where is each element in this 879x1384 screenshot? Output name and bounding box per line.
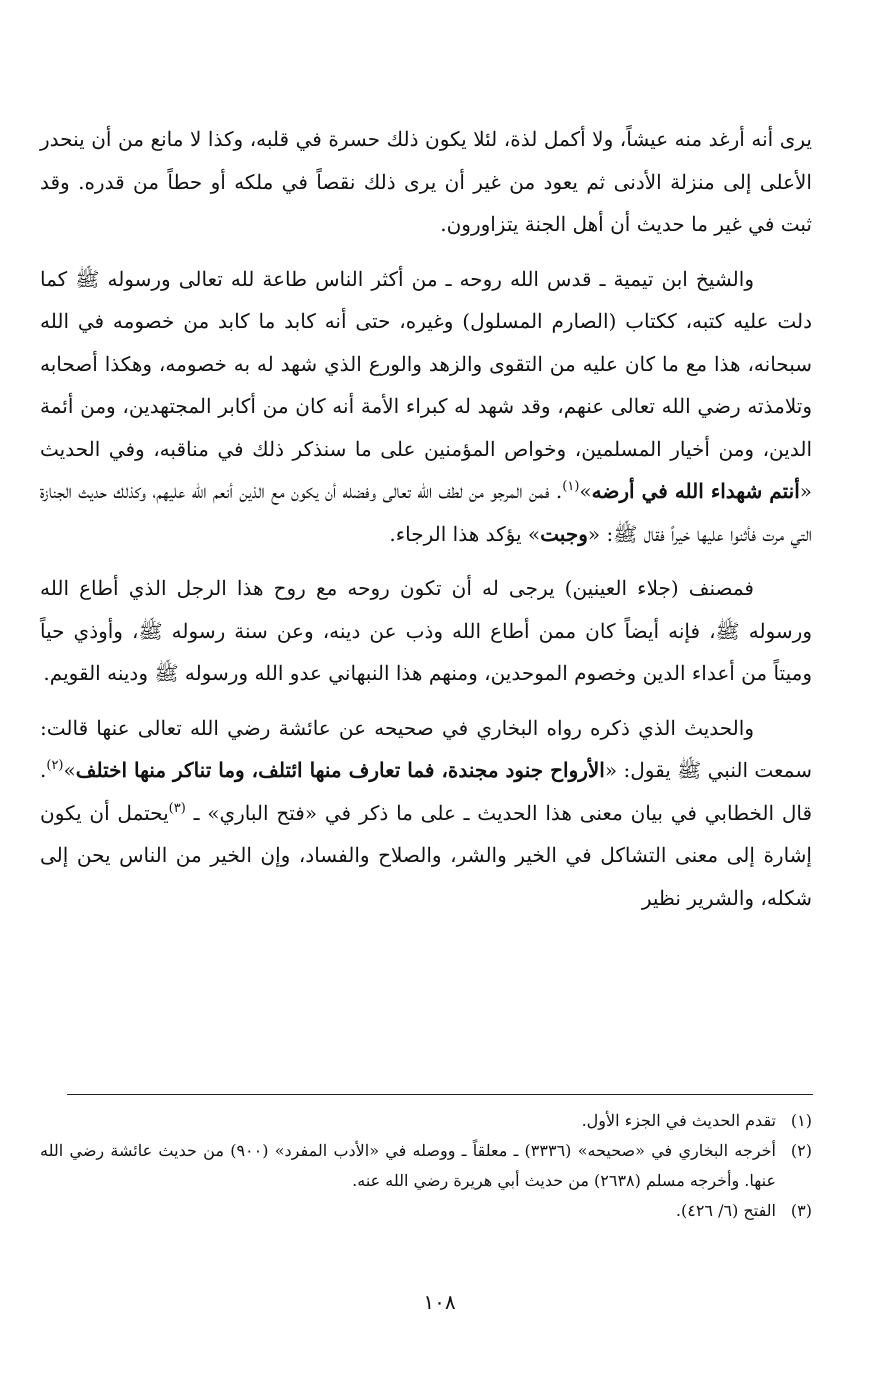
- paragraph-2-text-a: والشيخ ابن تيمية ـ قدس الله روحه ـ من أكثر الناس طاعة لله تعالى ورسوله ﷺ كما دلت عليه كتبه، ككتاب (الصارم المسلول) وغيره، حتى أنه كابد ما كابد من خصومه في الله سبحانه، هذا مع ما كان عليه من التقوى والزهد والورع الذي شهد له به خصومه، وهكذا أصحابه وتلامذته رضي الله تعالى عنهم، وقد شهد له كبراء الأمة أنه كان من أكابر المجتهدين، ومن أئمة الدين، ومن أخيار المسلمين، وخواص المؤمنين على ما سنذكر ذلك في مناقبه، وفي الحديث «: [40, 266, 812, 503]
- footnote-ref-2: (٢): [46, 758, 64, 773]
- quote-close: »: [63, 758, 76, 782]
- footnote-number: (٣): [790, 1201, 812, 1220]
- paragraph-4-text-d: يحتمل أن يكون إشارة إلى معنى التشاكل في الخير والشر، والصلاح والفساد، وإن الخير من الناس يحن إلى شكله، والشرير نظير: [40, 800, 812, 910]
- paragraph-3-text: فمصنف (جلاء العينين) يرجى له أن تكون روحه مع روح هذا الرجل الذي أطاع الله ورسوله ﷺ، فإنه أيضاً كان ممن أطاع الله وذب عن دينه، وعن سنة رسوله ﷺ، وأوذي حياً وميتاً من أعداء الدين وخصوم الموحدين، ومنهم هذا النبهاني عدو الله ورسوله ﷺ ودينه القويم.: [40, 576, 812, 685]
- page-number: ١٠٨: [423, 1290, 456, 1314]
- hadith-quote-martyrs: أنتم شهداء الله في أرضه: [591, 479, 800, 503]
- footnote-text: تقدم الحديث في الجزء الأول.: [581, 1111, 776, 1130]
- paragraph-2-text-c: . فمن المرجو من لطف الله تعالى وفضله أن يكون مع الذين أنعم الله عليهم، وكذلك حديث الجنازة التي مرت فأثنوا عليها خيراً فقال ﷺ: «: [40, 479, 812, 546]
- paragraph-2: [40, 258, 812, 556]
- footnote-2: [40, 1136, 812, 1196]
- paragraph-2-text-d: » يؤكد هذا الرجاء.: [389, 521, 541, 546]
- footnote-ref-1: (١): [562, 479, 580, 494]
- footnote-1: [40, 1106, 812, 1136]
- paragraph-4-text-a: والحديث الذي ذكره رواه البخاري في صحيحه عن عائشة رضي الله تعالى عنها قالت: سمعت النبي ﷺ يقول: «: [40, 715, 813, 782]
- hadith-quote-wajabat: وجبت: [540, 521, 588, 546]
- paragraph-1: [40, 118, 812, 246]
- paragraph-4: [40, 707, 812, 920]
- footnote-3: [40, 1196, 812, 1226]
- paragraph-4-text-c: . قال الخطابي في بيان معنى هذا الحديث ـ على ما ذكر في «فتح الباري» ـ: [40, 758, 812, 825]
- quote-close: »: [579, 479, 592, 503]
- footnote-ref-3: (٣): [168, 800, 186, 816]
- hadith-quote-souls: الأرواح جنود مجندة، فما تعارف منها ائتلف، وما تناكر منها اختلف: [75, 758, 605, 782]
- footnote-number: (٢): [790, 1141, 812, 1160]
- footnote-text: الفتح (٦/ ٤٢٦).: [675, 1201, 776, 1220]
- footnote-text: أخرجه البخاري في «صحيحه» (٣٣٣٦) ـ معلقاً ـ ووصله في «الأدب المفرد» (٩٠٠) من حديث عائشة رضي الله عنها. وأخرجه مسلم (٢٦٣٨) من حديث أبي هريرة رضي الله عنه.: [40, 1141, 777, 1190]
- footnotes: [40, 1106, 812, 1226]
- paragraph-3: [40, 567, 812, 695]
- footnote-divider: [67, 1094, 813, 1095]
- footnote-number: (١): [790, 1111, 812, 1130]
- paragraph-1-text: يرى أنه أرغد منه عيشاً، ولا أكمل لذة، لئلا يكون ذلك حسرة في قلبه، وكذا لا مانع من أن ينحدر الأعلى إلى منزلة الأدنى ثم يعود من غير أن يرى ذلك نقصاً في ملكه أو حطاً من قدره. وقد ثبت في غير ما حديث أن أهل الجنة يتزاورون.: [40, 127, 813, 236]
- main-text: [40, 118, 812, 931]
